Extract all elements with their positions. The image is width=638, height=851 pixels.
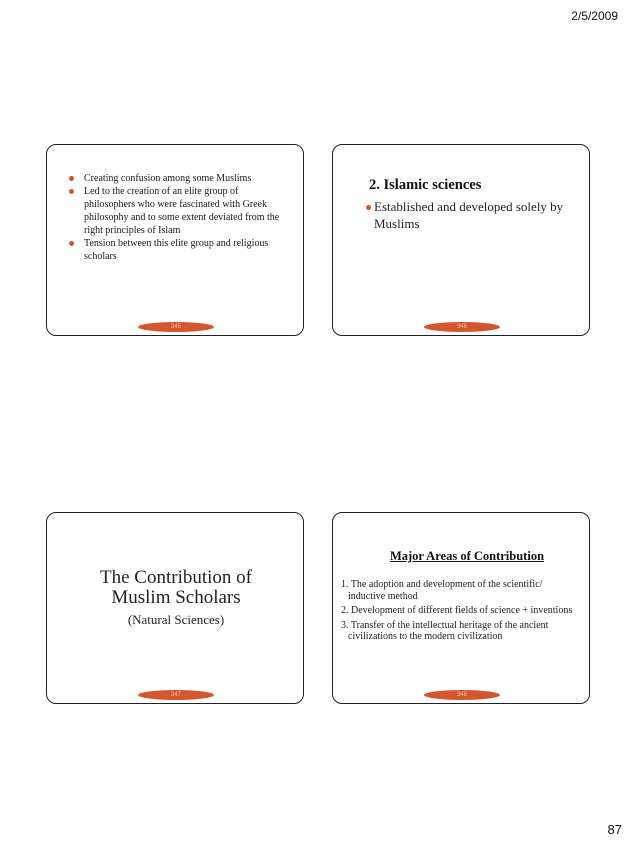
header-date: 2/5/2009 xyxy=(571,9,618,23)
slide-number-badge: 347 xyxy=(138,690,214,700)
slide-345 xyxy=(46,144,304,336)
list-item: 3. Transfer of the intellectual heritage of the ancient civilizations to the modern civilization xyxy=(341,619,549,642)
list-item: 1. The adoption and development of the scientific/ inductive method xyxy=(341,579,543,602)
list-item: 2. Development of different fields of science + inventions xyxy=(341,605,573,616)
bullet-item: Tension between this elite group and religious scholars xyxy=(67,237,287,263)
slide-348 xyxy=(332,512,590,704)
slide-number-badge: 346 xyxy=(424,322,500,332)
page-number: 87 xyxy=(607,822,622,837)
contribution-list xyxy=(341,579,573,646)
slide-subtitle: (Natural Sciences) xyxy=(127,612,225,627)
bullet-item: Established and developed solely by Muslims xyxy=(365,198,574,232)
slide-number-badge: 348 xyxy=(424,690,500,700)
slide-346 xyxy=(332,144,590,336)
bullet-dot-icon xyxy=(366,205,371,210)
slide-number-badge: 345 xyxy=(138,322,214,332)
slide-345-bullet-list xyxy=(67,172,287,263)
bullet-dot-icon xyxy=(69,176,74,181)
slide-title: 2. Islamic sciences xyxy=(369,177,482,193)
slide-title: Major Areas of Contribution xyxy=(389,549,545,563)
bullet-item: Creating confusion among some Muslims xyxy=(67,172,287,185)
bullet-dot-icon xyxy=(69,189,74,194)
bullet-item: Led to the creation of an elite group of philosophers who were fascinated with Greek philosophy and to some extent deviated from the right principles of Islam xyxy=(67,185,287,237)
bullet-dot-icon xyxy=(69,241,74,246)
slide-title xyxy=(47,568,305,608)
slide-347 xyxy=(46,512,304,704)
slide-title-line: Muslim Scholars xyxy=(111,587,241,608)
slide-title-line: The Contribution of xyxy=(100,567,252,588)
